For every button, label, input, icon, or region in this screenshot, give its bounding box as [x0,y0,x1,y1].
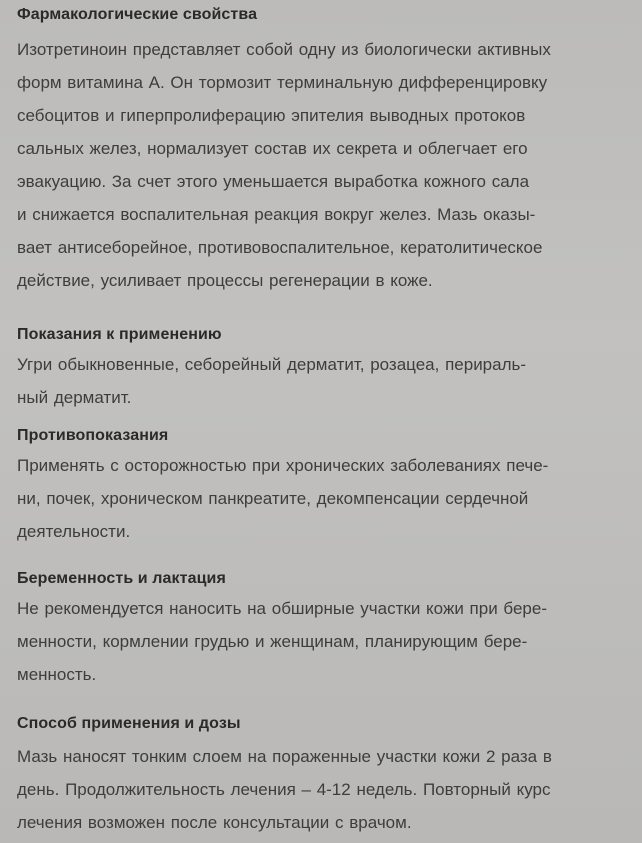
section-body [17,449,626,548]
section-contraindications [17,423,626,548]
text-line: Мазь наносят тонким слоем на пораженные участки кожи 2 раза в [17,747,552,766]
section-body [17,348,626,414]
text-line: вает антисеборейное, противовоспалительное, кератолитическое [17,238,543,257]
text-line: форм витамина А. Он тормозит терминальную дифференцировку [17,73,548,92]
section-heading: Противопоказания [17,427,169,444]
text-line: действие, усиливает процессы регенерации в коже. [17,271,433,290]
text-line: Не рекомендуется наносить на обширные участки кожи при бере- [17,599,547,618]
text-line: Изотретиноин представляет собой одну из биологически активных [17,40,551,59]
text-line: менность. [17,665,97,684]
text-line: ни, почек, хроническом панкреатите, декомпенсации сердечной [17,489,529,508]
section-heading: Беременность и лактация [17,570,226,587]
section-body [17,33,626,297]
section-heading: Фармакологические свойства [17,6,258,23]
text-line: день. Продолжительность лечения – 4-12 недель. Повторный курс [17,780,551,799]
section-heading: Показания к применению [17,326,222,343]
text-line: деятельности. [17,522,131,541]
section-pregnancy-lactation [17,566,626,691]
text-line: менности, кормлении грудью и женщинам, планирующим бере- [17,632,528,651]
section-pharmacological-properties [17,3,626,297]
text-line: сальных желез, нормализует состав их секрета и облегчает его [17,139,528,158]
text-line: Применять с осторожностью при хронических заболеваниях пече- [17,456,549,475]
text-line: Угри обыкновенные, себорейный дерматит, розацеа, перираль- [17,355,527,374]
text-line: ный дерматит. [17,388,132,407]
section-dosage [17,710,626,839]
section-body [17,592,626,691]
text-line: лечения возможен после консультации с врачом. [17,813,412,832]
section-body [17,740,626,839]
text-line: и снижается воспалительная реакция вокруг желез. Мазь оказы- [17,205,536,224]
section-indications [17,322,626,414]
section-heading: Способ применения и дозы [17,715,241,732]
text-line: эвакуацию. За счет этого уменьшается выработка кожного сала [17,172,530,191]
text-line: себоцитов и гиперпролиферацию эпителия выводных протоков [17,106,526,125]
